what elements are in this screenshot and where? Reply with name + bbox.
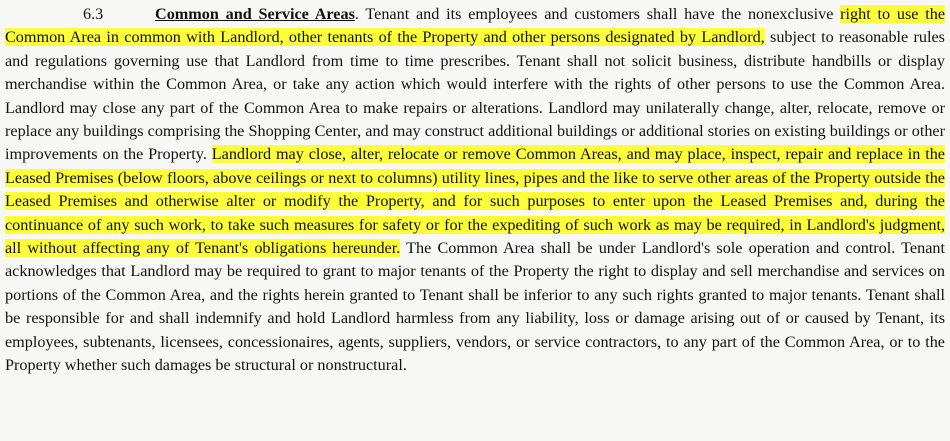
clause-text-2: subject to reasonable rules and regulations governing use that Landlord from time to time prescribes. Tenant shall not solicit business, distribute handbills or display merchandise within the Common Area, or take any action which would interfere with the rights of other persons to use the Common Area. Landlord may close any part of the Common Area to make repairs or alterations. Landlord may unilaterally change, alter, relocate, remove or replace any buildings comprising the Shopping Center, and may construct additional buildings or additional stories on existing buildings or other improvements on the Property. <box>5 28 945 164</box>
highlight-2: Landlord may close, alter, relocate or remove Common Areas, and may place, inspect, repair and replace in the Leased Premises (below floors, above ceilings or next to columns) utility lines, pipes and the like to serve other areas of the Property outside the Leased Premises and otherwise alter or modify the Property, and for such purposes to enter upon the Leased Premises and, during the continuance of any such work, to take such measures for safety or for the expediting of such work as may be required, in Landlord's judgment, all without affecting any of Tenant's obligations hereunder. <box>5 145 945 258</box>
clause-text-3: The Common Area shall be under Landlord's sole operation and control. Tenant acknowledges that Landlord may be required to grant to major tenants of the Property the right to display and sell merchandise and services on portions of the Common Area, and the rights herein granted to Tenant shall be inferior to any such rights granted to major tenants. Tenant shall be responsible for and shall indemnify and hold Landlord harmless from any liability, loss or damage arising out of or caused by Tenant, its employees, subtenants, licensees, concessionaires, agents, suppliers, vendors, or service contractors, to any part of the Common Area, or to the Property whether such damages be structural or nonstructural. <box>5 239 945 375</box>
section-heading: Common and Service Areas <box>155 5 355 23</box>
clause-paragraph <box>5 3 945 378</box>
section-number: 6.3 <box>83 5 104 23</box>
clause-text-1: Tenant and its employees and customers shall have the nonexclusive <box>358 5 834 23</box>
heading-period: . <box>354 5 359 23</box>
highlight-1: right to use the Common Area in common with Landlord, other tenants of the Property and other persons designated by Landlord, <box>5 5 946 47</box>
